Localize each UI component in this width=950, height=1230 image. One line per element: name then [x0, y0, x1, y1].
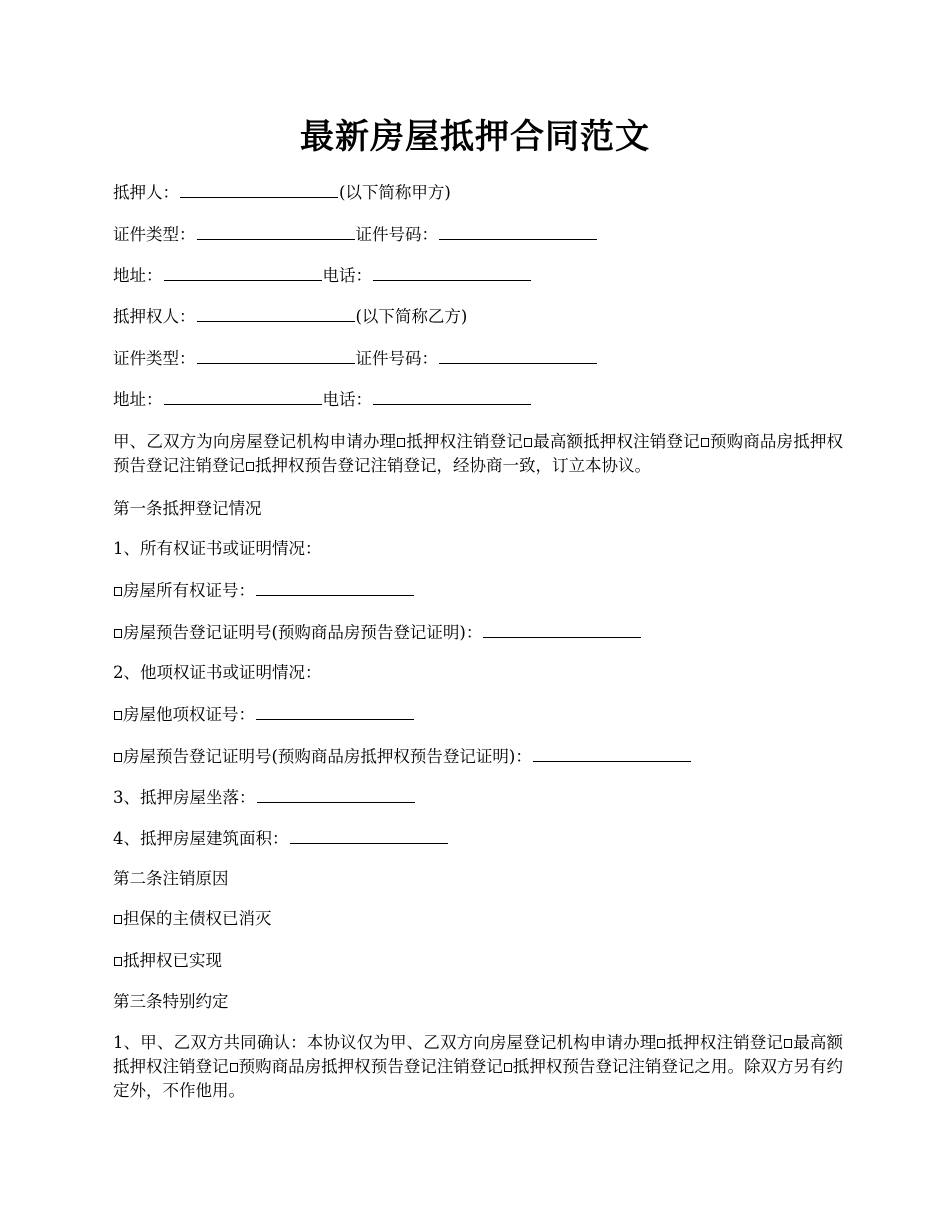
article-2-heading: 第二条注销原因	[113, 869, 229, 888]
article-3-text-1: 1、甲、乙双方共同确认：本协议仅为甲、乙双方向房屋登记机构申请办理	[113, 1033, 657, 1052]
party-b-phone-field[interactable]	[373, 387, 531, 405]
floor-area-field[interactable]	[290, 826, 448, 844]
article-3-option-2: 最高额抵押权注销登记	[113, 1033, 844, 1076]
checkbox-icon[interactable]	[524, 438, 532, 447]
article-1-item-4-row	[113, 826, 843, 851]
party-a-address-label: 地址：	[113, 266, 163, 285]
article-3-heading: 第三条特别约定	[113, 992, 229, 1011]
article-1-item-3-label: 3、抵押房屋坐落：	[113, 788, 256, 807]
intro-text-1: 甲、乙双方为向房屋登记机构申请办理	[113, 432, 397, 451]
article-1-item-3-row	[113, 785, 843, 810]
party-a-name-label: 抵押人：	[113, 183, 179, 202]
article-2-reason-1: 担保的主债权已消灭	[123, 909, 272, 928]
party-a-name-suffix: (以下简称甲方)	[339, 183, 451, 202]
article-1-item-4-label: 4、抵押房屋建筑面积：	[113, 829, 289, 848]
party-b-id-row	[113, 346, 843, 371]
party-a-phone-field[interactable]	[373, 263, 531, 281]
party-b-phone-label: 电话：	[322, 390, 372, 409]
intro-option-1: 抵押权注销登记	[406, 432, 523, 451]
party-b-address-label: 地址：	[113, 390, 163, 409]
document-title: 最新房屋抵押合同范文	[300, 117, 650, 157]
party-a-name-field[interactable]	[180, 180, 338, 198]
article-3-paragraph	[113, 1031, 843, 1103]
article-2-reason-2-row	[113, 949, 843, 973]
party-a-id-row	[113, 222, 843, 247]
party-b-contact-row	[113, 387, 843, 412]
party-b-address-field[interactable]	[164, 387, 322, 405]
party-a-address-field[interactable]	[164, 263, 322, 281]
party-b-id-type-field[interactable]	[197, 346, 355, 364]
article-1-item-2b-label: 房屋预告登记证明号(预购商品房抵押权预告登记证明)：	[123, 747, 532, 766]
article-1-item-2b-row	[113, 744, 843, 769]
party-a-id-type-field[interactable]	[197, 222, 355, 240]
article-1-item-2a-row	[113, 702, 843, 727]
article-3-option-3: 预购商品房抵押权预告登记注销登记	[238, 1057, 503, 1076]
party-b-name-field[interactable]	[197, 304, 355, 322]
checkbox-icon[interactable]	[114, 915, 122, 924]
checkbox-icon[interactable]	[114, 629, 122, 638]
checkbox-icon[interactable]	[784, 1039, 792, 1048]
checkbox-icon[interactable]	[114, 753, 122, 762]
article-1-item-1a-row	[113, 578, 843, 603]
party-b-id-no-label: 证件号码：	[355, 349, 438, 368]
checkbox-icon[interactable]	[701, 438, 709, 447]
party-a-name-row	[113, 180, 843, 205]
party-b-name-suffix: (以下简称乙方)	[355, 307, 468, 326]
checkbox-icon[interactable]	[397, 438, 405, 447]
party-b-name-row	[113, 304, 843, 329]
ownership-cert-no-field[interactable]	[256, 578, 414, 596]
article-3-option-1: 抵押权注销登记	[666, 1033, 784, 1052]
checkbox-icon[interactable]	[657, 1039, 665, 1048]
party-a-id-no-label: 证件号码：	[355, 225, 438, 244]
checkbox-icon[interactable]	[504, 1063, 512, 1072]
party-b-id-no-field[interactable]	[439, 346, 597, 364]
party-a-id-type-label: 证件类型：	[113, 225, 196, 244]
checkbox-icon[interactable]	[114, 711, 122, 720]
checkbox-icon[interactable]	[230, 1063, 238, 1072]
intro-option-3: 预购商品房抵押权预告登记注销登记	[113, 432, 844, 475]
article-1-item-2a-label: 房屋他项权证号：	[123, 705, 255, 724]
presale-cert-no-field[interactable]	[483, 620, 641, 638]
checkbox-icon[interactable]	[114, 957, 122, 966]
party-a-contact-row	[113, 263, 843, 288]
article-1-item-2: 2、他项权证书或证明情况：	[113, 663, 322, 682]
party-a-id-no-field[interactable]	[439, 222, 597, 240]
article-1-item-1b-row	[113, 620, 843, 645]
other-rights-cert-no-field[interactable]	[256, 702, 414, 720]
article-3-option-4: 抵押权预告登记注销登记之用。除双方另有约定外，不作他用。	[113, 1057, 844, 1100]
article-1-item-1: 1、所有权证书或证明情况：	[113, 539, 322, 558]
article-2-reason-2: 抵押权已实现	[123, 951, 222, 970]
intro-option-4: 抵押权预告登记注销登记，经协商一致，订立本协议。	[255, 456, 651, 475]
checkbox-icon[interactable]	[246, 462, 254, 471]
property-location-field[interactable]	[257, 785, 415, 803]
party-b-name-label: 抵押权人：	[113, 307, 196, 326]
article-1-heading: 第一条抵押登记情况	[113, 499, 262, 518]
article-1-item-1b-label: 房屋预告登记证明号(预购商品房预告登记证明)：	[123, 623, 483, 642]
mortgage-presale-cert-no-field[interactable]	[533, 744, 691, 762]
intro-option-2: 最高额抵押权注销登记	[533, 432, 700, 451]
article-1-item-1a-label: 房屋所有权证号：	[123, 581, 255, 600]
checkbox-icon[interactable]	[114, 587, 122, 596]
party-b-id-type-label: 证件类型：	[113, 349, 196, 368]
party-a-phone-label: 电话：	[322, 266, 372, 285]
article-2-reason-1-row	[113, 907, 843, 931]
intro-paragraph	[113, 430, 843, 478]
